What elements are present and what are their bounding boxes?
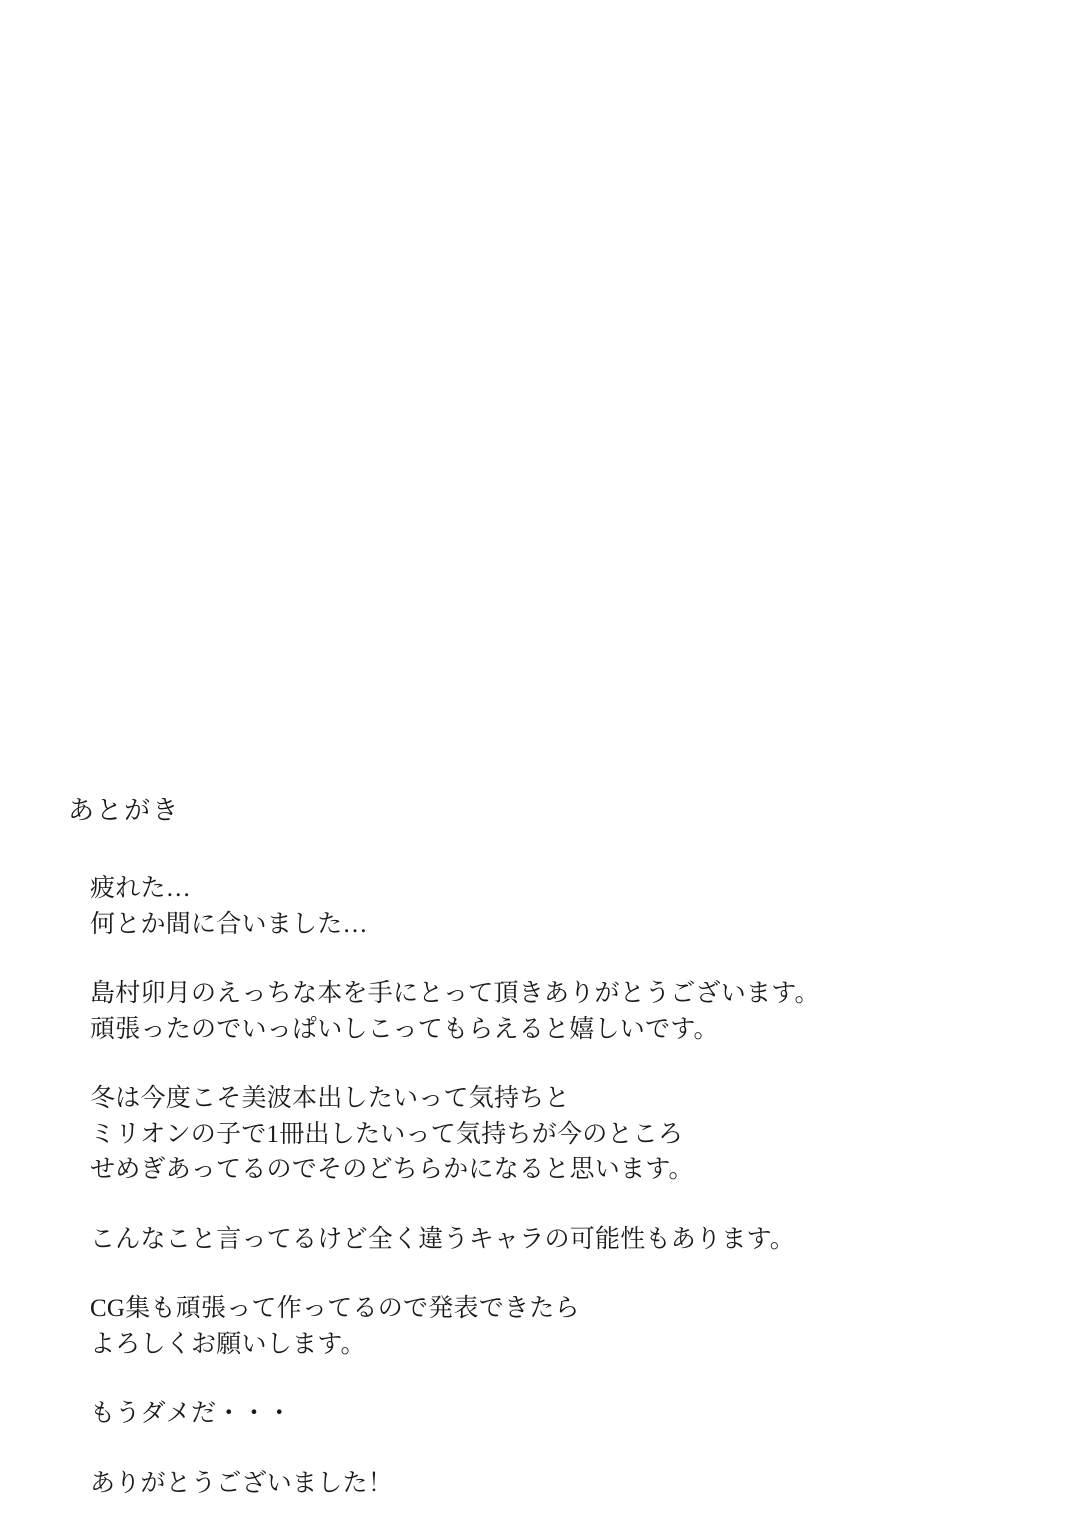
paragraph-6 [90,1396,1008,1432]
paragraph-4 [90,1222,1008,1258]
paragraph-line: もうダメだ・・・ [90,1400,293,1427]
paragraph-3 [90,1081,1008,1188]
paragraph-line: 何とか間に合いました… [90,910,368,938]
paragraph-line: 冬は今度こそ美波本出したいって気持ちと [90,1085,570,1112]
paragraph-line: CG集も頑張って作ってるので発表できたら [90,1295,580,1322]
paragraph-line: よろしくお願いします。 [90,1330,366,1358]
paragraph-line: 疲れた… [90,875,192,902]
page-title: あとがき [68,796,181,825]
paragraph-line: 頑張ったのでいっぱいしこってもらえると嬉しいです。 [90,1015,719,1043]
afterword-section [68,790,1008,1501]
paragraph-7 [90,1466,1008,1502]
paragraph-2 [90,976,1008,1047]
paragraph-line: ありがとうございました！ [90,1469,394,1497]
paragraph-5 [90,1291,1008,1362]
afterword-body [90,871,1008,1501]
paragraph-line: せめぎあってるのでそのどちらかになると思います。 [90,1156,694,1183]
paragraph-1 [90,871,1008,942]
paragraph-line: 島村卯月のえっちな本を手にとって頂きありがとうございます。 [90,980,820,1007]
paragraph-line: こんなこと言ってるけど全く違うキャラの可能性もあります。 [90,1225,796,1253]
paragraph-line: ミリオンの子で1冊出したいって気持ちが今のところ [90,1120,684,1148]
